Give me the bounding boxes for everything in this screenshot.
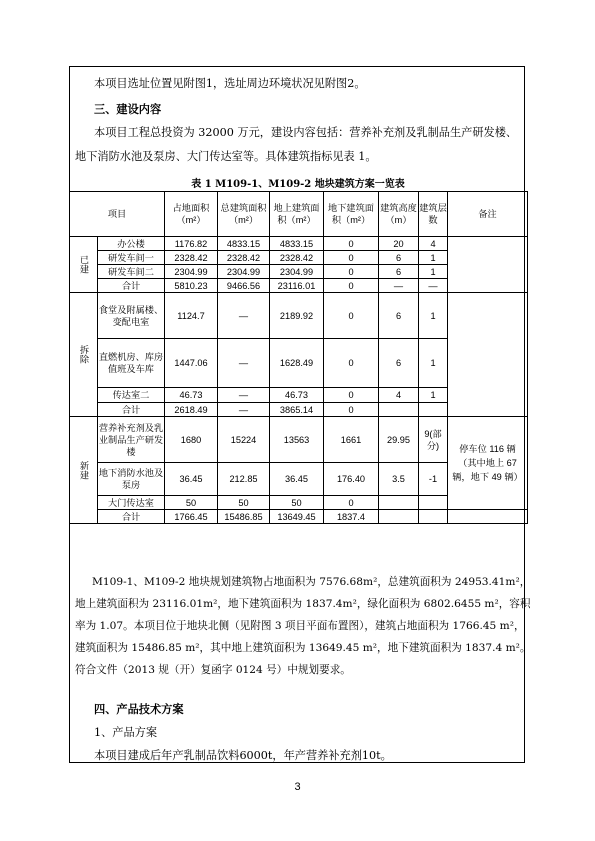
building-spec-table <box>69 191 528 524</box>
cell-footprint: 1766.45 <box>165 510 218 524</box>
location-note: 本项目选址位置见附图1，选址周边环境状况见附图2。 <box>94 77 366 90</box>
header-footprint: 占地面积（m²） <box>165 192 218 237</box>
cell-height: 6 <box>379 265 419 279</box>
header-floors: 建筑层数 <box>419 192 448 237</box>
row-name: 合计 <box>98 403 165 417</box>
header-below-area: 地下建筑面积（m²） <box>324 192 379 237</box>
cell-above: 3865.14 <box>270 403 324 417</box>
page-number: 3 <box>294 781 301 793</box>
cell-below: 1661 <box>324 417 379 463</box>
cell-below: 0 <box>324 251 379 265</box>
cell-footprint: 2618.49 <box>165 403 218 417</box>
cell-height: — <box>379 279 419 293</box>
cell-below: 0 <box>324 237 379 251</box>
summary-line: 建筑面积为 15486.85 m²，其中地上建筑面积为 13649.45 m²，地下建筑面积为 1837.4 m²。 <box>75 642 531 654</box>
row-name: 食堂及附属楼、变配电室 <box>98 293 165 339</box>
row-name: 传达室二 <box>98 388 165 403</box>
row-name: 直燃机房、库房值班及车库 <box>98 339 165 388</box>
cell-total: 50 <box>218 496 270 510</box>
group-label-built: 已建 <box>70 237 98 293</box>
cell-above: 36.45 <box>270 463 324 496</box>
cell-footprint: 36.45 <box>165 463 218 496</box>
cell-height: 6 <box>379 293 419 339</box>
cell-total: — <box>218 339 270 388</box>
construction-paragraph-line-2: 地下消防水池及泵房、大门传达室等。具体建筑指标见表 1。 <box>75 150 377 163</box>
cell-total: 2328.42 <box>218 251 270 265</box>
cell-total: — <box>218 293 270 339</box>
cell-floors: — <box>419 279 448 293</box>
cell-height: 29.95 <box>379 417 419 463</box>
construction-paragraph-line-1: 本项目工程总投资为 32000 万元，建设内容包括：营养补充剂及乳制品生产研发楼、 <box>94 126 518 139</box>
cell-footprint: 50 <box>165 496 218 510</box>
row-name: 营养补充剂及乳业制品生产研发楼 <box>98 417 165 463</box>
cell-below: 0 <box>324 496 379 510</box>
section-heading-products: 四、产品技术方案 <box>94 702 184 716</box>
row-name: 合计 <box>98 510 165 524</box>
cell-below: 0 <box>324 293 379 339</box>
document-frame <box>69 66 531 763</box>
cell-footprint: 5810.23 <box>165 279 218 293</box>
cell-total: 15486.85 <box>218 510 270 524</box>
remarks-built <box>448 237 528 293</box>
cell-below: 0 <box>324 339 379 388</box>
cell-footprint: 1680 <box>165 417 218 463</box>
cell-total: — <box>218 403 270 417</box>
row-name: 地下消防水池及泵房 <box>98 463 165 496</box>
cell-height <box>379 403 419 417</box>
cell-floors: 4 <box>419 237 448 251</box>
cell-total: 212.85 <box>218 463 270 496</box>
row-name: 研发车间一 <box>98 251 165 265</box>
cell-floors: 1 <box>419 265 448 279</box>
summary-line: 符合文件（2013 规（开）复函字 0124 号）中规划要求。 <box>75 664 351 676</box>
section-heading-construction: 三、建设内容 <box>94 102 162 116</box>
cell-floors: 1 <box>419 251 448 265</box>
cell-above: 2304.99 <box>270 265 324 279</box>
cell-below: 0 <box>324 388 379 403</box>
cell-above: 13649.45 <box>270 510 324 524</box>
cell-total: 15224 <box>218 417 270 463</box>
planning-summary-paragraph <box>70 571 531 681</box>
cell-above: 23116.01 <box>270 279 324 293</box>
cell-floors: -1 <box>419 463 448 496</box>
cell-above: 1628.49 <box>270 339 324 388</box>
cell-height: 6 <box>379 339 419 388</box>
row-name: 合计 <box>98 279 165 293</box>
table-caption: 表 1 M109-1、M109-2 地块建筑方案一览表 <box>191 179 405 190</box>
summary-line: 地上建筑面积为 23116.01m²，地下建筑面积为 1837.4m²，绿化面积为 6802.6455 m²，容积 <box>75 598 531 610</box>
group-label-demolish: 拆除 <box>70 293 98 417</box>
row-name: 研发车间二 <box>98 265 165 279</box>
row-name: 大门传达室 <box>98 496 165 510</box>
cell-floors: 1 <box>419 293 448 339</box>
header-height: 建筑高度（m） <box>379 192 419 237</box>
cell-above: 46.73 <box>270 388 324 403</box>
cell-below: 0 <box>324 279 379 293</box>
table-row <box>70 293 528 339</box>
table-row-subtotal <box>70 510 528 524</box>
cell-above: 50 <box>270 496 324 510</box>
cell-footprint: 1176.82 <box>165 237 218 251</box>
header-total-area: 总建筑面积（m²） <box>218 192 270 237</box>
summary-line: 率为 1.07。本项目位于地块北侧（见附图 3 项目平面布置图），建筑占地面积为 1766.45 m²， <box>75 620 525 632</box>
remarks-parking: 停车位 116 辆（其中地上 67 辆，地下 49 辆） <box>448 417 528 510</box>
cell-floors: 9(部分) <box>419 417 448 463</box>
header-remarks: 备注 <box>448 192 528 237</box>
cell-footprint: 46.73 <box>165 388 218 403</box>
header-above-area: 地上建筑面积（m²） <box>270 192 324 237</box>
cell-floors: 1 <box>419 388 448 403</box>
cell-above: 13563 <box>270 417 324 463</box>
product-plan-paragraph: 本项目建成后年产乳制品饮料6000t，年产营养补充剂10t。 <box>94 749 392 762</box>
cell-total: 9466.56 <box>218 279 270 293</box>
subheading-product-plan: 1、产品方案 <box>94 726 158 739</box>
cell-height: 20 <box>379 237 419 251</box>
remarks-empty <box>448 510 528 524</box>
cell-footprint: 1124.7 <box>165 293 218 339</box>
header-item: 项目 <box>70 192 165 237</box>
cell-below: 0 <box>324 265 379 279</box>
remarks-demolish <box>448 293 528 417</box>
cell-floors <box>419 510 448 524</box>
cell-height: 6 <box>379 251 419 265</box>
table-header-row <box>70 192 528 237</box>
cell-floors <box>419 496 448 510</box>
cell-footprint: 2328.42 <box>165 251 218 265</box>
cell-height: 3.5 <box>379 463 419 496</box>
group-label-new: 新建 <box>70 417 98 524</box>
cell-below: 0 <box>324 403 379 417</box>
cell-height: 4 <box>379 388 419 403</box>
table-row <box>70 237 528 251</box>
cell-above: 4833.15 <box>270 237 324 251</box>
cell-total: — <box>218 388 270 403</box>
table-row <box>70 417 528 463</box>
cell-total: 2304.99 <box>218 265 270 279</box>
cell-below: 176.40 <box>324 463 379 496</box>
cell-footprint: 2304.99 <box>165 265 218 279</box>
cell-height <box>379 510 419 524</box>
cell-above: 2189.92 <box>270 293 324 339</box>
cell-footprint: 1447.06 <box>165 339 218 388</box>
row-name: 办公楼 <box>98 237 165 251</box>
cell-floors: 1 <box>419 339 448 388</box>
cell-floors <box>419 403 448 417</box>
cell-above: 2328.42 <box>270 251 324 265</box>
cell-below: 1837.4 <box>324 510 379 524</box>
cell-total: 4833.15 <box>218 237 270 251</box>
cell-height <box>379 496 419 510</box>
summary-line: M109-1、M109-2 地块规划建筑物占地面积为 7576.68m²，总建筑面积为 24953.41m²， <box>92 576 531 588</box>
